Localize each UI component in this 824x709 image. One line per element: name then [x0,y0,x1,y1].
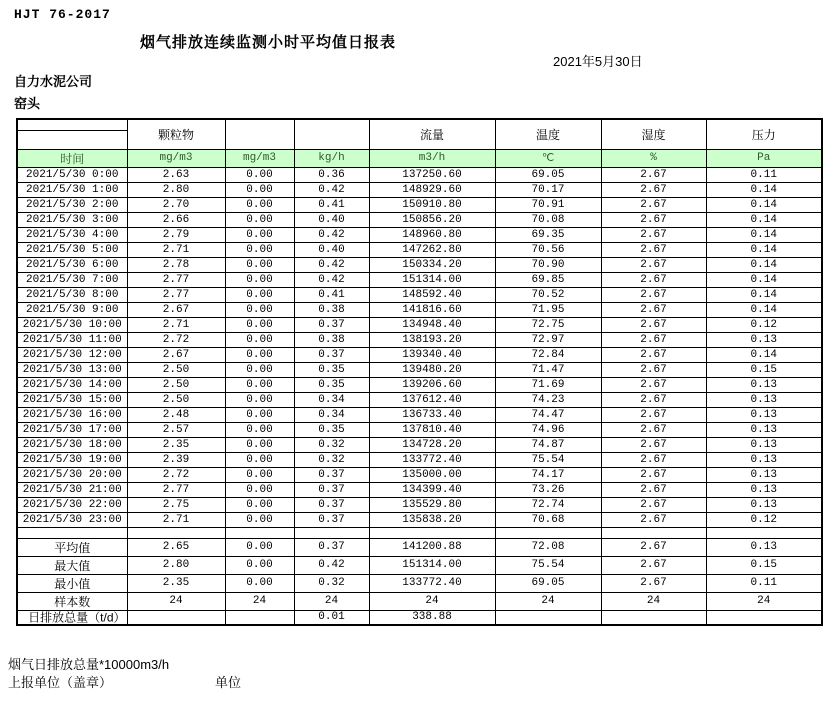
value-cell: 0.38 [294,302,369,317]
time-cell: 2021/5/30 5:00 [17,242,127,257]
value-cell: 150856.20 [369,212,495,227]
time-cell: 2021/5/30 22:00 [17,497,127,512]
value-cell: 0.00 [225,197,294,212]
value-cell: 0.00 [225,257,294,272]
time-cell: 2021/5/30 12:00 [17,347,127,362]
summary-value-cell: 2.65 [127,538,225,556]
value-cell: 2.67 [601,392,706,407]
summary-value-cell: 2.67 [601,574,706,592]
corner-cell-bottom [17,130,127,149]
summary-value-cell: 0.42 [294,556,369,574]
summary-value-cell: 2.35 [127,574,225,592]
value-cell: 0.15 [706,362,822,377]
value-cell: 0.13 [706,332,822,347]
summary-value-cell: 75.54 [495,556,601,574]
value-cell: 2.67 [601,497,706,512]
value-cell: 0.00 [225,167,294,182]
value-cell: 0.37 [294,512,369,527]
col-header-blank-1 [225,119,294,149]
table-row [17,497,822,512]
value-cell: 0.00 [225,302,294,317]
time-cell: 2021/5/30 4:00 [17,227,127,242]
value-cell: 71.69 [495,377,601,392]
value-cell: 0.00 [225,227,294,242]
unit-m3-h: m3/h [369,149,495,167]
value-cell: 0.32 [294,437,369,452]
table-row [17,212,822,227]
col-header-humidity: 湿度 [601,119,706,149]
summary-value-cell: 338.88 [369,610,495,625]
value-cell: 2.50 [127,392,225,407]
table-header [17,119,822,167]
group-header-row [17,119,822,130]
summary-value-cell: 24 [495,592,601,610]
value-cell: 137810.40 [369,422,495,437]
value-cell: 2.70 [127,197,225,212]
value-cell: 2.67 [601,197,706,212]
time-cell: 2021/5/30 2:00 [17,197,127,212]
value-cell: 133772.40 [369,452,495,467]
value-cell: 0.14 [706,242,822,257]
value-cell: 0.42 [294,257,369,272]
time-cell: 2021/5/30 16:00 [17,407,127,422]
value-cell: 2.66 [127,212,225,227]
value-cell: 0.13 [706,422,822,437]
time-cell: 2021/5/30 6:00 [17,257,127,272]
summary-row [17,556,822,574]
data-rows [17,167,822,527]
value-cell: 0.40 [294,212,369,227]
summary-value-cell: 72.08 [495,538,601,556]
value-cell: 2.77 [127,272,225,287]
summary-value-cell: 2.80 [127,556,225,574]
time-cell: 2021/5/30 15:00 [17,392,127,407]
time-cell: 2021/5/30 19:00 [17,452,127,467]
summary-value-cell: 0.13 [706,538,822,556]
value-cell: 139480.20 [369,362,495,377]
value-cell: 2.50 [127,362,225,377]
monitoring-site: 窑头 [14,96,41,111]
flow-total-note: 烟气日排放总量*10000m3/h [8,657,170,672]
value-cell: 2.67 [601,182,706,197]
value-cell: 147262.80 [369,242,495,257]
table-row [17,392,822,407]
value-cell: 74.96 [495,422,601,437]
daily-total-label: 日排放总量（t/d） [28,610,126,625]
unit-mg-m3-1: mg/m3 [127,149,225,167]
value-cell: 0.13 [706,377,822,392]
value-cell: 0.34 [294,392,369,407]
table-row [17,257,822,272]
value-cell: 2.67 [127,302,225,317]
time-cell: 2021/5/30 11:00 [17,332,127,347]
table-row [17,272,822,287]
value-cell: 141816.60 [369,302,495,317]
summary-value-cell: 0.00 [225,574,294,592]
time-cell: 2021/5/30 21:00 [17,482,127,497]
table-row [17,452,822,467]
value-cell: 0.00 [225,512,294,527]
value-cell: 0.37 [294,497,369,512]
value-cell: 2.63 [127,167,225,182]
unit-percent: % [601,149,706,167]
value-cell: 0.37 [294,467,369,482]
value-cell: 0.34 [294,407,369,422]
col-header-particulate: 颗粒物 [127,119,225,149]
table-row [17,422,822,437]
value-cell: 70.91 [495,197,601,212]
table-row [17,197,822,212]
value-cell: 2.67 [601,332,706,347]
summary-value-cell: 24 [706,592,822,610]
summary-label-cell [17,610,127,625]
summary-value-cell: 24 [369,592,495,610]
value-cell: 0.00 [225,407,294,422]
value-cell: 2.77 [127,482,225,497]
page-title: 烟气排放连续监测小时平均值日报表 [140,34,397,51]
unit-pa: Pa [706,149,822,167]
time-cell: 2021/5/30 8:00 [17,287,127,302]
value-cell: 139340.40 [369,347,495,362]
value-cell: 0.13 [706,392,822,407]
value-cell: 0.40 [294,242,369,257]
summary-label-cell: 最小值 [17,574,127,592]
value-cell: 148929.60 [369,182,495,197]
table-row [17,437,822,452]
value-cell: 0.13 [706,467,822,482]
summary-row [17,610,822,625]
value-cell: 2.67 [127,347,225,362]
value-cell: 136733.40 [369,407,495,422]
value-cell: 2.67 [601,467,706,482]
summary-value-cell: 151314.00 [369,556,495,574]
table-row [17,302,822,317]
value-cell: 74.87 [495,437,601,452]
table-row [17,317,822,332]
value-cell: 2.67 [601,452,706,467]
value-cell: 70.17 [495,182,601,197]
value-cell: 0.00 [225,287,294,302]
summary-value-cell [601,610,706,625]
summary-row [17,592,822,610]
value-cell: 0.00 [225,272,294,287]
value-cell: 0.37 [294,317,369,332]
value-cell: 0.41 [294,287,369,302]
corner-cell-top [17,119,127,130]
value-cell: 0.00 [225,497,294,512]
value-cell: 2.67 [601,242,706,257]
value-cell: 0.13 [706,497,822,512]
time-cell: 2021/5/30 20:00 [17,467,127,482]
value-cell: 2.67 [601,437,706,452]
value-cell: 0.13 [706,437,822,452]
summary-value-cell: 24 [294,592,369,610]
value-cell: 0.00 [225,452,294,467]
value-cell: 72.84 [495,347,601,362]
time-cell: 2021/5/30 13:00 [17,362,127,377]
value-cell: 2.67 [601,512,706,527]
summary-value-cell: 24 [127,592,225,610]
value-cell: 0.11 [706,167,822,182]
report-date: 2021年5月30日 [553,54,643,69]
value-cell: 0.13 [706,452,822,467]
value-cell: 0.42 [294,272,369,287]
value-cell: 2.67 [601,272,706,287]
table-row [17,242,822,257]
unit-header-row [17,149,822,167]
value-cell: 138193.20 [369,332,495,347]
value-cell: 0.00 [225,317,294,332]
summary-value-cell: 0.32 [294,574,369,592]
value-cell: 0.00 [225,242,294,257]
value-cell: 0.00 [225,482,294,497]
value-cell: 2.57 [127,422,225,437]
time-column-header: 时间 [17,149,127,167]
table-row [17,377,822,392]
summary-value-cell: 0.15 [706,556,822,574]
value-cell: 0.42 [294,182,369,197]
time-cell: 2021/5/30 3:00 [17,212,127,227]
unit-mg-m3-2: mg/m3 [225,149,294,167]
summary-value-cell: 2.67 [601,556,706,574]
value-cell: 2.79 [127,227,225,242]
value-cell: 0.00 [225,392,294,407]
table-row [17,287,822,302]
summary-value-cell: 0.11 [706,574,822,592]
summary-value-cell: 0.37 [294,538,369,556]
value-cell: 2.67 [601,287,706,302]
value-cell: 2.67 [601,302,706,317]
value-cell: 134728.20 [369,437,495,452]
value-cell: 2.67 [601,227,706,242]
value-cell: 72.75 [495,317,601,332]
time-cell: 2021/5/30 1:00 [17,182,127,197]
company-name: 自力水泥公司 [14,74,93,89]
value-cell: 150910.80 [369,197,495,212]
value-cell: 2.67 [601,257,706,272]
table-row [17,482,822,497]
value-cell: 135838.20 [369,512,495,527]
table-row [17,182,822,197]
value-cell: 70.90 [495,257,601,272]
summary-value-cell: 24 [601,592,706,610]
value-cell: 139206.60 [369,377,495,392]
value-cell: 0.35 [294,377,369,392]
col-header-blank-2 [294,119,369,149]
time-cell: 2021/5/30 14:00 [17,377,127,392]
value-cell: 0.35 [294,422,369,437]
value-cell: 73.26 [495,482,601,497]
time-cell: 2021/5/30 10:00 [17,317,127,332]
summary-value-cell: 2.67 [601,538,706,556]
value-cell: 2.78 [127,257,225,272]
value-cell: 0.14 [706,212,822,227]
summary-value-cell [127,610,225,625]
value-cell: 0.37 [294,482,369,497]
value-cell: 74.23 [495,392,601,407]
summary-value-cell [495,610,601,625]
value-cell: 2.39 [127,452,225,467]
table-row [17,347,822,362]
summary-label-cell: 最大值 [17,556,127,574]
summary-value-cell [225,610,294,625]
value-cell: 72.97 [495,332,601,347]
summary-value-cell: 0.00 [225,538,294,556]
table-row [17,167,822,182]
value-cell: 0.00 [225,422,294,437]
value-cell: 2.67 [601,362,706,377]
table-row [17,407,822,422]
value-cell: 69.05 [495,167,601,182]
col-header-flow: 流量 [369,119,495,149]
reporting-unit-label: 上报单位（盖章） [8,675,113,690]
value-cell: 0.00 [225,377,294,392]
table-row [17,332,822,347]
summary-row [17,538,822,556]
unit-label: 单位 [215,675,242,690]
value-cell: 0.12 [706,317,822,332]
time-cell: 2021/5/30 18:00 [17,437,127,452]
value-cell: 70.52 [495,287,601,302]
value-cell: 135529.80 [369,497,495,512]
unit-celsius: ℃ [495,149,601,167]
value-cell: 2.50 [127,377,225,392]
value-cell: 0.36 [294,167,369,182]
value-cell: 0.00 [225,437,294,452]
value-cell: 2.67 [601,167,706,182]
value-cell: 0.14 [706,287,822,302]
value-cell: 134399.40 [369,482,495,497]
time-cell: 2021/5/30 23:00 [17,512,127,527]
value-cell: 2.35 [127,437,225,452]
value-cell: 0.14 [706,227,822,242]
table-row [17,512,822,527]
table-row [17,227,822,242]
table-row [17,362,822,377]
value-cell: 2.71 [127,512,225,527]
value-cell: 2.48 [127,407,225,422]
summary-value-cell: 69.05 [495,574,601,592]
time-cell: 2021/5/30 9:00 [17,302,127,317]
value-cell: 0.00 [225,182,294,197]
value-cell: 74.47 [495,407,601,422]
value-cell: 69.35 [495,227,601,242]
value-cell: 0.14 [706,302,822,317]
value-cell: 2.67 [601,212,706,227]
value-cell: 148592.40 [369,287,495,302]
summary-value-cell: 0.00 [225,556,294,574]
value-cell: 2.67 [601,377,706,392]
value-cell: 137612.40 [369,392,495,407]
value-cell: 2.80 [127,182,225,197]
value-cell: 0.14 [706,197,822,212]
value-cell: 0.00 [225,467,294,482]
value-cell: 150334.20 [369,257,495,272]
value-cell: 2.75 [127,497,225,512]
value-cell: 0.14 [706,257,822,272]
col-header-pressure: 压力 [706,119,822,149]
value-cell: 0.14 [706,347,822,362]
spacer-row [17,527,822,538]
value-cell: 134948.40 [369,317,495,332]
summary-row [17,574,822,592]
value-cell: 74.17 [495,467,601,482]
value-cell: 0.00 [225,212,294,227]
value-cell: 2.67 [601,347,706,362]
summary-label-cell: 样本数 [17,592,127,610]
value-cell: 2.71 [127,317,225,332]
value-cell: 2.77 [127,287,225,302]
value-cell: 151314.00 [369,272,495,287]
value-cell: 72.74 [495,497,601,512]
value-cell: 0.00 [225,347,294,362]
value-cell: 71.47 [495,362,601,377]
spacer-section [17,527,822,538]
table-row [17,467,822,482]
time-cell: 2021/5/30 7:00 [17,272,127,287]
value-cell: 0.14 [706,272,822,287]
time-cell: 2021/5/30 17:00 [17,422,127,437]
value-cell: 0.12 [706,512,822,527]
value-cell: 0.42 [294,227,369,242]
value-cell: 148960.80 [369,227,495,242]
value-cell: 75.54 [495,452,601,467]
value-cell: 69.85 [495,272,601,287]
value-cell: 137250.60 [369,167,495,182]
value-cell: 2.67 [601,422,706,437]
value-cell: 70.08 [495,212,601,227]
unit-kg-h: kg/h [294,149,369,167]
summary-value-cell: 24 [225,592,294,610]
value-cell: 0.38 [294,332,369,347]
summary-value-cell: 133772.40 [369,574,495,592]
value-cell: 2.72 [127,332,225,347]
doc-code: HJT 76-2017 [14,7,111,22]
value-cell: 2.67 [601,407,706,422]
col-header-temperature: 温度 [495,119,601,149]
value-cell: 70.56 [495,242,601,257]
value-cell: 0.14 [706,182,822,197]
value-cell: 70.68 [495,512,601,527]
value-cell: 0.41 [294,197,369,212]
value-cell: 0.13 [706,482,822,497]
value-cell: 0.13 [706,407,822,422]
time-cell: 2021/5/30 0:00 [17,167,127,182]
value-cell: 2.67 [601,317,706,332]
summary-value-cell: 141200.88 [369,538,495,556]
value-cell: 0.35 [294,362,369,377]
summary-label-cell: 平均值 [17,538,127,556]
value-cell: 0.00 [225,362,294,377]
summary-rows [17,538,822,625]
value-cell: 0.00 [225,332,294,347]
summary-value-cell: 0.01 [294,610,369,625]
value-cell: 2.67 [601,482,706,497]
summary-value-cell [706,610,822,625]
value-cell: 71.95 [495,302,601,317]
value-cell: 0.37 [294,347,369,362]
value-cell: 135000.00 [369,467,495,482]
value-cell: 0.32 [294,452,369,467]
hourly-report-table [16,118,823,626]
value-cell: 2.72 [127,467,225,482]
value-cell: 2.71 [127,242,225,257]
